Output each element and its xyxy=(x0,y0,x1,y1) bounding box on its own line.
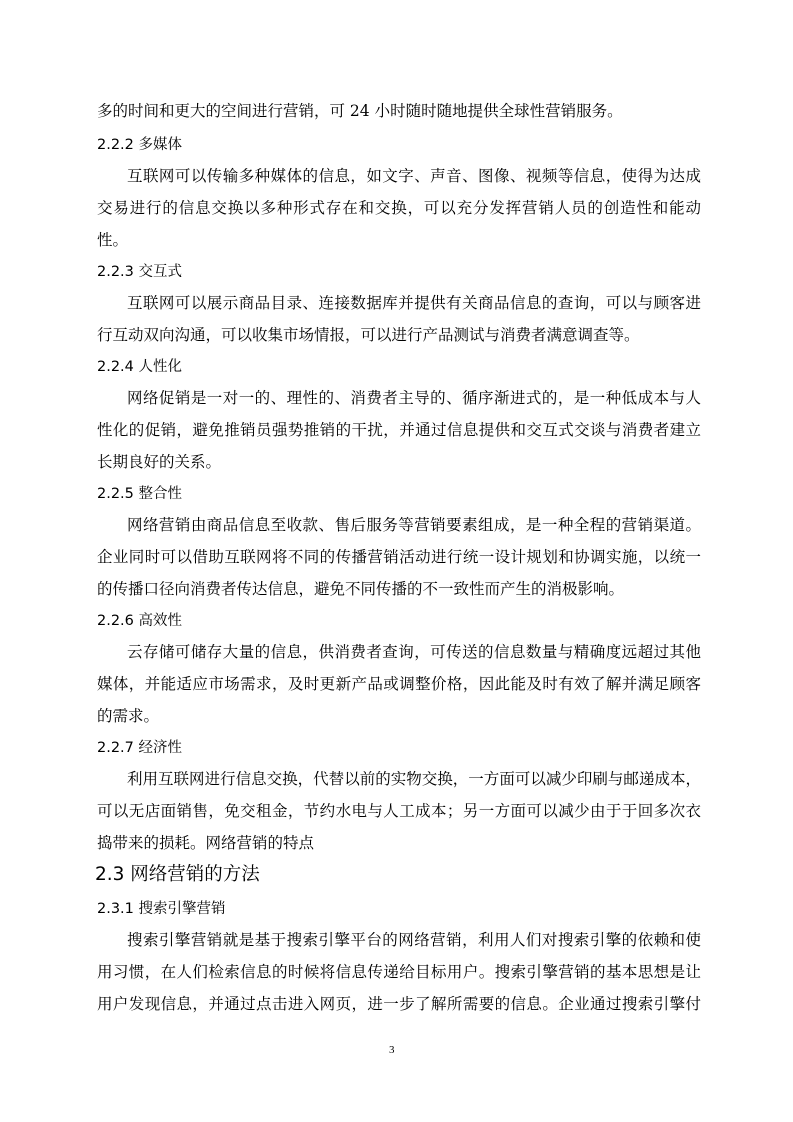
paragraph-line: 的需求。 xyxy=(97,707,160,725)
paragraph-line: 多的时间和更大的空间进行营销，可 24 小时随时随地提供全球性营销服务。 xyxy=(97,102,623,120)
paragraph-line: 互联网可以传输多种媒体的信息，如文字、声音、图像、视频等信息，使得为达成 xyxy=(127,167,701,185)
paragraph-line: 交易进行的信息交换以多种形式存在和交换，可以充分发挥营销人员的创造性和能动 xyxy=(97,199,701,217)
section-heading-2-2-2: 2.2.2 多媒体 xyxy=(97,137,183,153)
paragraph-line: 长期良好的关系。 xyxy=(97,453,222,471)
paragraph-line: 可以无店面销售，免交租金，节约水电与人工成本；另一方面可以减少由于于回多次衣 xyxy=(97,802,701,820)
paragraph-line: 用习惯，在人们检索信息的时候将信息传递给目标用户。搜索引擎营销的基本思想是让 xyxy=(97,963,701,981)
paragraph-line: 云存储可储存大量的信息，供消费者查询，可传送的信息数量与精确度远超过其他 xyxy=(127,643,701,661)
paragraph-line: 网络营销由商品信息至收款、售后服务等营销要素组成，是一种全程的营销渠道。 xyxy=(127,516,701,534)
paragraph-line: 搜索引擎营销就是基于搜索引擎平台的网络营销，利用人们对搜索引擎的依赖和使 xyxy=(127,931,701,949)
section-heading-2-3: 2.3 网络营销的方法 xyxy=(95,864,260,885)
section-heading-2-2-7: 2.2.7 经济性 xyxy=(97,740,183,756)
section-heading-2-2-4: 2.2.4 人性化 xyxy=(97,359,183,375)
paragraph-line: 利用互联网进行信息交换，代替以前的实物交换，一方面可以减少印刷与邮递成本， xyxy=(127,770,701,788)
section-heading-2-3-1: 2.3.1 搜索引擎营销 xyxy=(97,901,226,917)
paragraph-line: 媒体，并能适应市场需求，及时更新产品或调整价格，因此能及时有效了解并满足顾客 xyxy=(97,675,701,693)
paragraph-line: 性化的促销，避免推销员强势推销的干扰，并通过信息提供和交互式交谈与消费者建立 xyxy=(97,421,701,439)
page-number: 3 xyxy=(389,1044,395,1056)
paragraph-line: 行互动双向沟通，可以收集市场情报，可以进行产品测试与消费者满意调查等。 xyxy=(97,326,640,344)
paragraph-line: 性。 xyxy=(97,231,129,249)
paragraph-line: 捣带来的损耗。网络营销的特点 xyxy=(97,834,315,852)
paragraph-line: 用户发现信息，并通过点击进入网页，进一步了解所需要的信息。企业通过搜索引擎付 xyxy=(97,995,701,1013)
paragraph-line: 互联网可以展示商品目录、连接数据库并提供有关商品信息的查询，可以与顾客进 xyxy=(127,294,701,312)
paragraph-line: 企业同时可以借助互联网将不同的传播营销活动进行统一设计规划和协调实施，以统一 xyxy=(97,548,701,566)
section-heading-2-2-3: 2.2.3 交互式 xyxy=(97,264,183,280)
paragraph-line: 网络促销是一对一的、理性的、消费者主导的、循序渐进式的，是一种低成本与人 xyxy=(127,389,701,407)
section-heading-2-2-5: 2.2.5 整合性 xyxy=(97,486,183,502)
section-heading-2-2-6: 2.2.6 高效性 xyxy=(97,613,183,629)
paragraph-line: 的传播口径向消费者传达信息，避免不同传播的不一致性而产生的消极影响。 xyxy=(97,580,625,598)
